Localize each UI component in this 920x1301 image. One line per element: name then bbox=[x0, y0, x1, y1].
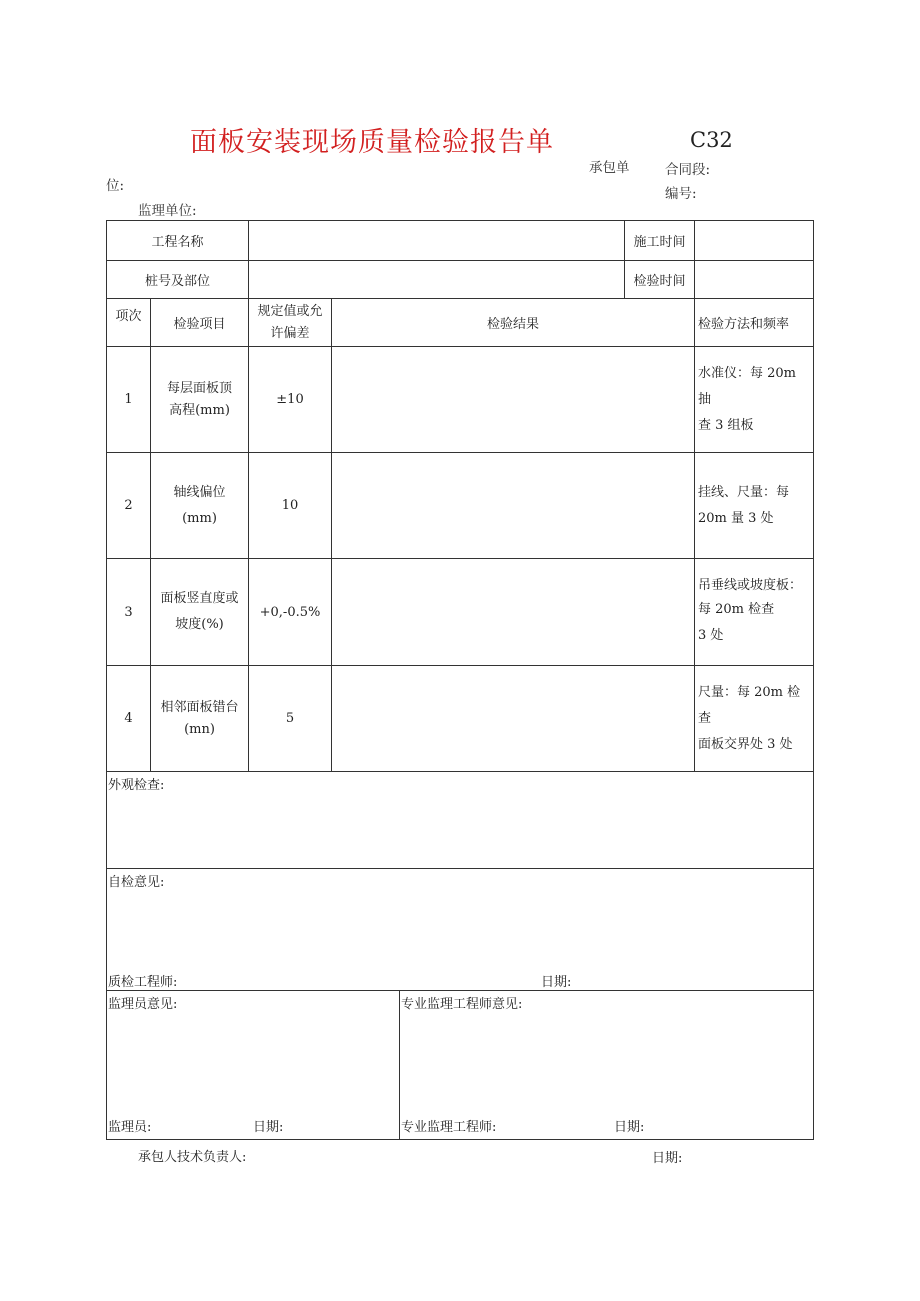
construction-time-field[interactable] bbox=[695, 221, 814, 261]
row-method bbox=[695, 453, 814, 559]
contract-section-label: 合同段: bbox=[665, 162, 711, 178]
row-method-line: 查 3 组板 bbox=[698, 417, 754, 433]
row-method-line: 20m 量 3 处 bbox=[698, 510, 774, 526]
info-row-project bbox=[107, 221, 814, 261]
table-row bbox=[107, 666, 814, 772]
contractor-unit-label: 承包单 bbox=[589, 160, 630, 176]
self-check-date-label: 日期: bbox=[541, 975, 572, 990]
project-name-field[interactable] bbox=[249, 221, 625, 261]
supervisor-opinion-cell[interactable] bbox=[107, 991, 400, 1140]
row-item-line: (mn) bbox=[184, 721, 215, 737]
inspection-time-label: 检验时间 bbox=[625, 261, 695, 299]
row-method-line: 每 20m 检查 bbox=[698, 602, 775, 617]
row-method-line: 吊垂线或坡度板： bbox=[698, 578, 803, 593]
row-method bbox=[695, 347, 814, 453]
col-header-spec-line1: 规定值或允 bbox=[257, 303, 323, 319]
self-check-label: 自检意见: bbox=[108, 875, 165, 890]
specialist-opinion-label: 专业监理工程师意见: bbox=[401, 997, 523, 1012]
appearance-row bbox=[107, 772, 814, 869]
col-header-no: 项次 bbox=[107, 299, 151, 347]
qc-engineer-label: 质检工程师: bbox=[108, 975, 178, 990]
table-row bbox=[107, 559, 814, 666]
row-spec: ±10 bbox=[249, 347, 332, 453]
row-no: 3 bbox=[107, 559, 151, 666]
row-item bbox=[151, 666, 249, 772]
supervision-row bbox=[107, 991, 814, 1140]
col-header-spec-line2: 许偏差 bbox=[270, 325, 310, 341]
row-item-line: 坡度(%) bbox=[175, 617, 224, 632]
column-header-row bbox=[107, 299, 814, 347]
inspection-time-field[interactable] bbox=[695, 261, 814, 299]
supervisor-name-label: 监理员: bbox=[108, 1120, 152, 1135]
row-spec: 5 bbox=[249, 666, 332, 772]
specialist-date-label: 日期: bbox=[614, 1120, 645, 1135]
row-method-line: 面板交界处 3 处 bbox=[698, 736, 793, 752]
row-item bbox=[151, 347, 249, 453]
station-label: 桩号及部位 bbox=[107, 261, 249, 299]
specialist-name-label: 专业监理工程师: bbox=[401, 1120, 497, 1135]
row-item-line: 轴线偏位 bbox=[173, 484, 226, 500]
row-item bbox=[151, 559, 249, 666]
row-result-field[interactable] bbox=[332, 347, 695, 453]
table-row bbox=[107, 347, 814, 453]
number-label: 编号: bbox=[665, 186, 697, 202]
row-method bbox=[695, 666, 814, 772]
row-method-line: 尺量：每 20m 检查 bbox=[698, 684, 801, 726]
row-spec: +0,-0.5% bbox=[249, 559, 332, 666]
construction-time-label: 施工时间 bbox=[625, 221, 695, 261]
row-method bbox=[695, 559, 814, 666]
supervision-unit-label: 监理单位: bbox=[138, 203, 197, 219]
row-item-line: (mm) bbox=[182, 510, 217, 526]
inspection-form-table bbox=[106, 220, 814, 1140]
col-header-result: 检验结果 bbox=[332, 299, 695, 347]
form-code: C32 bbox=[690, 128, 733, 152]
row-no: 2 bbox=[107, 453, 151, 559]
row-item bbox=[151, 453, 249, 559]
row-method-line: 3 处 bbox=[698, 628, 724, 643]
row-item-line: 每层面板顶 bbox=[166, 380, 232, 396]
self-check-cell[interactable] bbox=[107, 869, 814, 991]
col-header-spec bbox=[249, 299, 332, 347]
row-result-field[interactable] bbox=[332, 453, 695, 559]
form-title: 面板安装现场质量检验报告单 bbox=[190, 127, 554, 158]
row-result-field[interactable] bbox=[332, 666, 695, 772]
row-method-line: 挂线、尺量：每 bbox=[698, 484, 790, 500]
appearance-label: 外观检查: bbox=[108, 778, 165, 793]
table-row bbox=[107, 453, 814, 559]
row-no: 1 bbox=[107, 347, 151, 453]
tech-lead-label: 承包人技术负责人: bbox=[138, 1150, 247, 1165]
supervisor-date-label: 日期: bbox=[253, 1120, 284, 1135]
info-row-station bbox=[107, 261, 814, 299]
row-item-line: 相邻面板错台 bbox=[160, 699, 239, 715]
row-item-line: 面板竖直度或 bbox=[160, 591, 239, 606]
row-result-field[interactable] bbox=[332, 559, 695, 666]
self-check-row bbox=[107, 869, 814, 991]
row-spec: 10 bbox=[249, 453, 332, 559]
col-header-method: 检验方法和频率 bbox=[695, 299, 814, 347]
row-item-line: 高程(mm) bbox=[169, 402, 230, 418]
specialist-opinion-cell[interactable] bbox=[400, 991, 814, 1140]
project-name-label: 工程名称 bbox=[107, 221, 249, 261]
supervisor-opinion-label: 监理员意见: bbox=[108, 997, 178, 1012]
station-field[interactable] bbox=[249, 261, 625, 299]
row-method-line: 水准仪：每 20m 抽 bbox=[698, 365, 797, 407]
appearance-cell[interactable] bbox=[107, 772, 814, 869]
row-no: 4 bbox=[107, 666, 151, 772]
col-header-item: 检验项目 bbox=[151, 299, 249, 347]
contractor-unit-label-cont: 位: bbox=[106, 178, 125, 194]
footer-date-label: 日期: bbox=[652, 1151, 683, 1166]
